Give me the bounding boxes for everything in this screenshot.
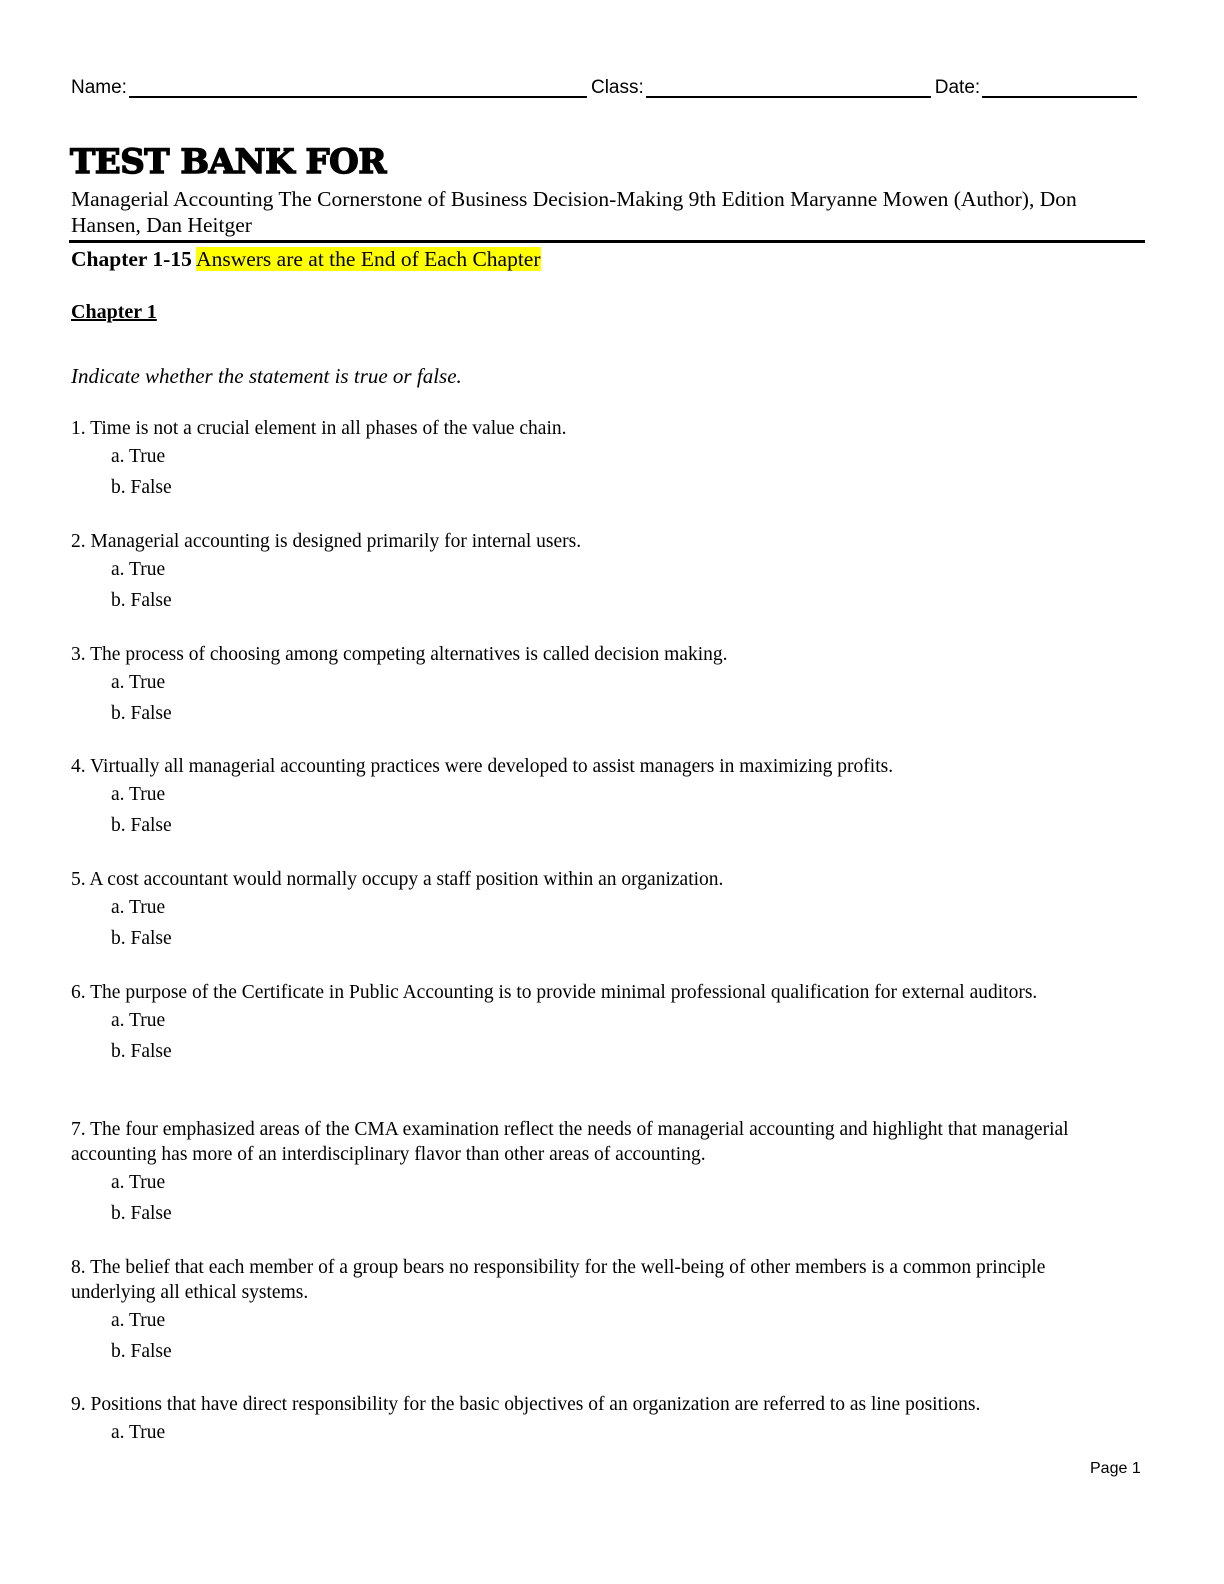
question-1 xyxy=(71,416,1131,503)
option-false: b. False xyxy=(111,703,172,724)
option-true: a. True xyxy=(111,1422,166,1443)
option-false: b. False xyxy=(111,477,172,498)
book-subtitle: Managerial Accounting The Cornerstone of Business Decision-Making 9th Edition Maryanne Mowen (Author), Don Hansen, Dan Heitger xyxy=(71,187,1077,237)
option-true: a. True xyxy=(111,1310,166,1331)
name-blank-line xyxy=(129,76,587,98)
class-label: Class: xyxy=(590,77,644,98)
student-info-header xyxy=(71,72,1142,98)
question-4 xyxy=(71,754,1131,841)
option-false: b. False xyxy=(111,1041,172,1062)
option-false: b. False xyxy=(111,928,172,949)
page-title: TEST BANK FOR xyxy=(70,142,387,182)
option-true: a. True xyxy=(111,784,166,805)
date-blank-line xyxy=(982,76,1137,98)
question-stem: 3. The process of choosing among competing alternatives is called decision making. xyxy=(71,644,728,665)
chapter-heading: Chapter 1 xyxy=(71,301,157,323)
question-6 xyxy=(71,980,1131,1067)
question-7 xyxy=(71,1117,1131,1229)
instructions: Indicate whether the statement is true or false. xyxy=(71,364,462,388)
question-stem: 7. The four emphasized areas of the CMA examination reflect the needs of managerial accounting and highlight that managerial accounting has more of an interdisciplinary flavor than other areas of accounting. xyxy=(71,1119,1069,1165)
option-false: b. False xyxy=(111,1341,172,1362)
question-stem: 5. A cost accountant would normally occupy a staff position within an organization. xyxy=(71,869,724,890)
question-8 xyxy=(71,1255,1131,1367)
question-5 xyxy=(71,867,1131,954)
chapter-range xyxy=(71,246,541,272)
date-label: Date: xyxy=(934,77,981,98)
question-stem: 8. The belief that each member of a group bears no responsibility for the well-being of other members is a common principle underlying all ethical systems. xyxy=(71,1257,1046,1303)
option-false: b. False xyxy=(111,815,172,836)
title-divider xyxy=(69,240,1145,243)
class-blank-line xyxy=(646,76,931,98)
question-stem: 1. Time is not a crucial element in all phases of the value chain. xyxy=(71,418,567,439)
question-9 xyxy=(71,1392,1131,1448)
question-stem: 2. Managerial accounting is designed primarily for internal users. xyxy=(71,531,582,552)
option-true: a. True xyxy=(111,1172,166,1193)
option-false: b. False xyxy=(111,590,172,611)
question-stem: 4. Virtually all managerial accounting practices were developed to assist managers in maximizing profits. xyxy=(71,756,894,777)
option-true: a. True xyxy=(111,672,166,693)
option-true: a. True xyxy=(111,897,166,918)
question-stem: 6. The purpose of the Certificate in Public Accounting is to provide minimal professional qualification for external auditors. xyxy=(71,982,1038,1003)
chapter-range-label: Chapter 1-15 xyxy=(71,247,192,271)
question-2 xyxy=(71,529,1131,616)
page-number: Page 1 xyxy=(1090,1460,1141,1477)
option-true: a. True xyxy=(111,446,166,467)
answers-note-highlight: Answers are at the End of Each Chapter xyxy=(196,247,541,271)
option-true: a. True xyxy=(111,559,166,580)
option-true: a. True xyxy=(111,1010,166,1031)
question-stem: 9. Positions that have direct responsibility for the basic objectives of an organization are referred to as line positions. xyxy=(71,1394,981,1415)
name-label: Name: xyxy=(71,77,127,98)
option-false: b. False xyxy=(111,1203,172,1224)
question-3 xyxy=(71,642,1131,729)
